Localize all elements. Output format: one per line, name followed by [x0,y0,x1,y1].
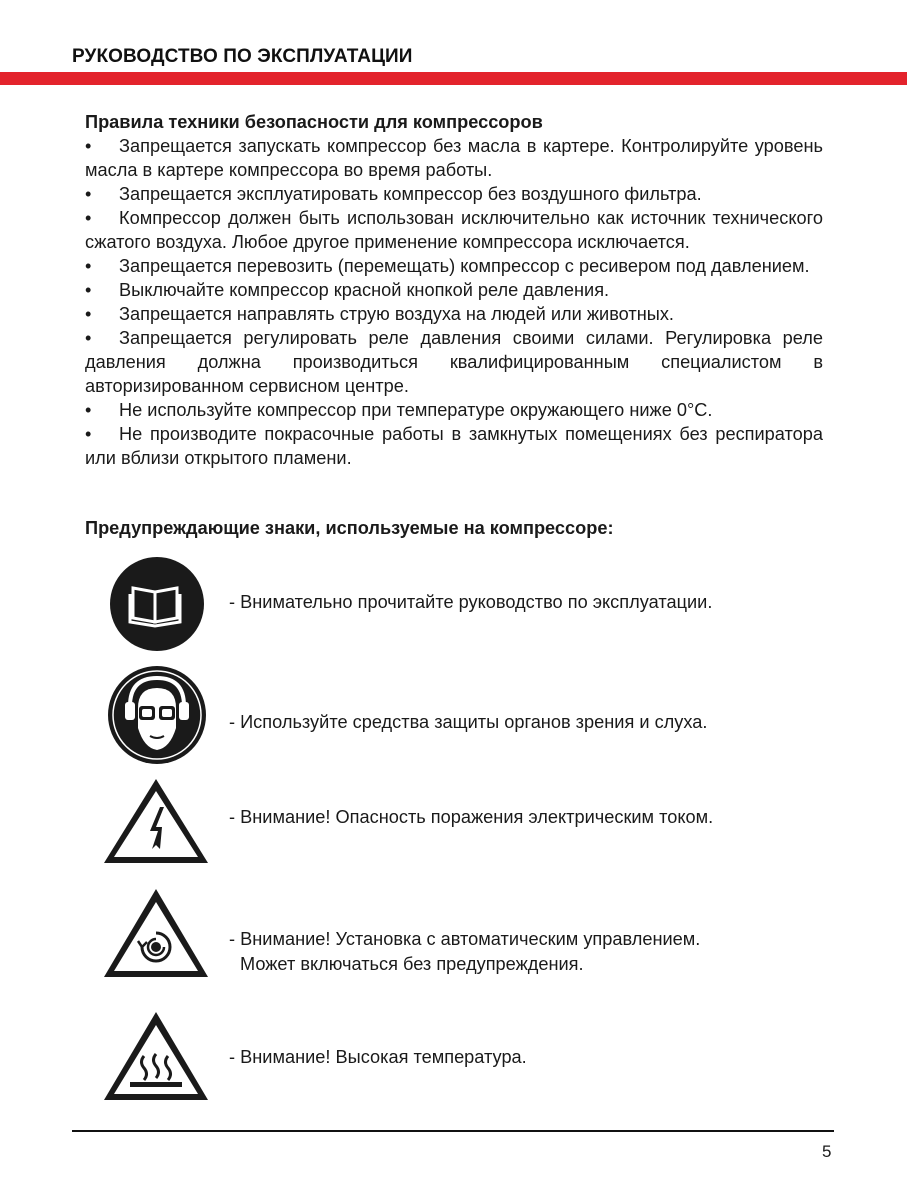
warning-sign-row [100,666,820,766]
sign-text: - Используйте средства защиты органов зрения и слуха. [229,712,708,732]
list-item: • Не используйте компрессор при температуре окружающего ниже 0°C. [85,400,713,420]
list-item: • Запрещается направлять струю воздуха на людей или животных. [85,304,674,324]
page-title: РУКОВОДСТВО ПО ЭКСПЛУАТАЦИИ [72,46,413,67]
sign-text: - Внимание! Опасность поражения электрическим током. [229,807,714,827]
footer-divider [72,1130,834,1132]
auto-start-icon [100,885,212,981]
list-item: • Запрещается запускать компрессор без масла в картере. Контролируйте уровень масла в картере компрессора во время работы. [85,136,823,180]
warnings-heading: Предупреждающие знаки, используемые на компрессоре: [85,518,614,538]
warning-sign-row [100,556,820,656]
warning-sign-row [100,885,820,985]
safety-heading: Правила техники безопасности для компрессоров [85,112,543,132]
sign-text: - Внимание! Установка с автоматическим управлением. [229,929,701,949]
list-item: • Выключайте компрессор красной кнопкой реле давления. [85,280,610,300]
sign-text-continued: Может включаться без предупреждения. [240,954,584,974]
hot-surface-icon [100,1008,212,1104]
warning-sign-row [100,1008,820,1108]
eye-ear-protection-icon [100,666,210,766]
safety-rules-section [85,110,823,470]
list-item: • Запрещается перевозить (перемещать) компрессор с ресивером под давлением. [85,256,810,276]
list-item: • Компрессор должен быть использован исключительно как источник технического сжатого воздуха. Любое другое применение компрессора исключается. [85,208,823,252]
list-item: • Запрещается эксплуатировать компрессор без воздушного фильтра. [85,184,702,204]
header-accent-band [0,72,907,85]
electric-shock-icon [100,775,212,867]
manual-icon [100,556,210,656]
list-item: • Запрещается регулировать реле давления своими силами. Регулировка реле давления должна производиться квалифицированным специалистом в авторизированном сервисном центре. [85,328,823,396]
page-number: 5 [822,1142,832,1161]
warning-sign-row [100,775,820,870]
list-item: • Не производите покрасочные работы в замкнутых помещениях без респиратора или вблизи открытого пламени. [85,424,823,468]
sign-text: - Внимание! Высокая температура. [229,1047,527,1067]
safety-rules-list [85,134,823,470]
sign-text: - Внимательно прочитайте руководство по эксплуатации. [229,592,713,612]
